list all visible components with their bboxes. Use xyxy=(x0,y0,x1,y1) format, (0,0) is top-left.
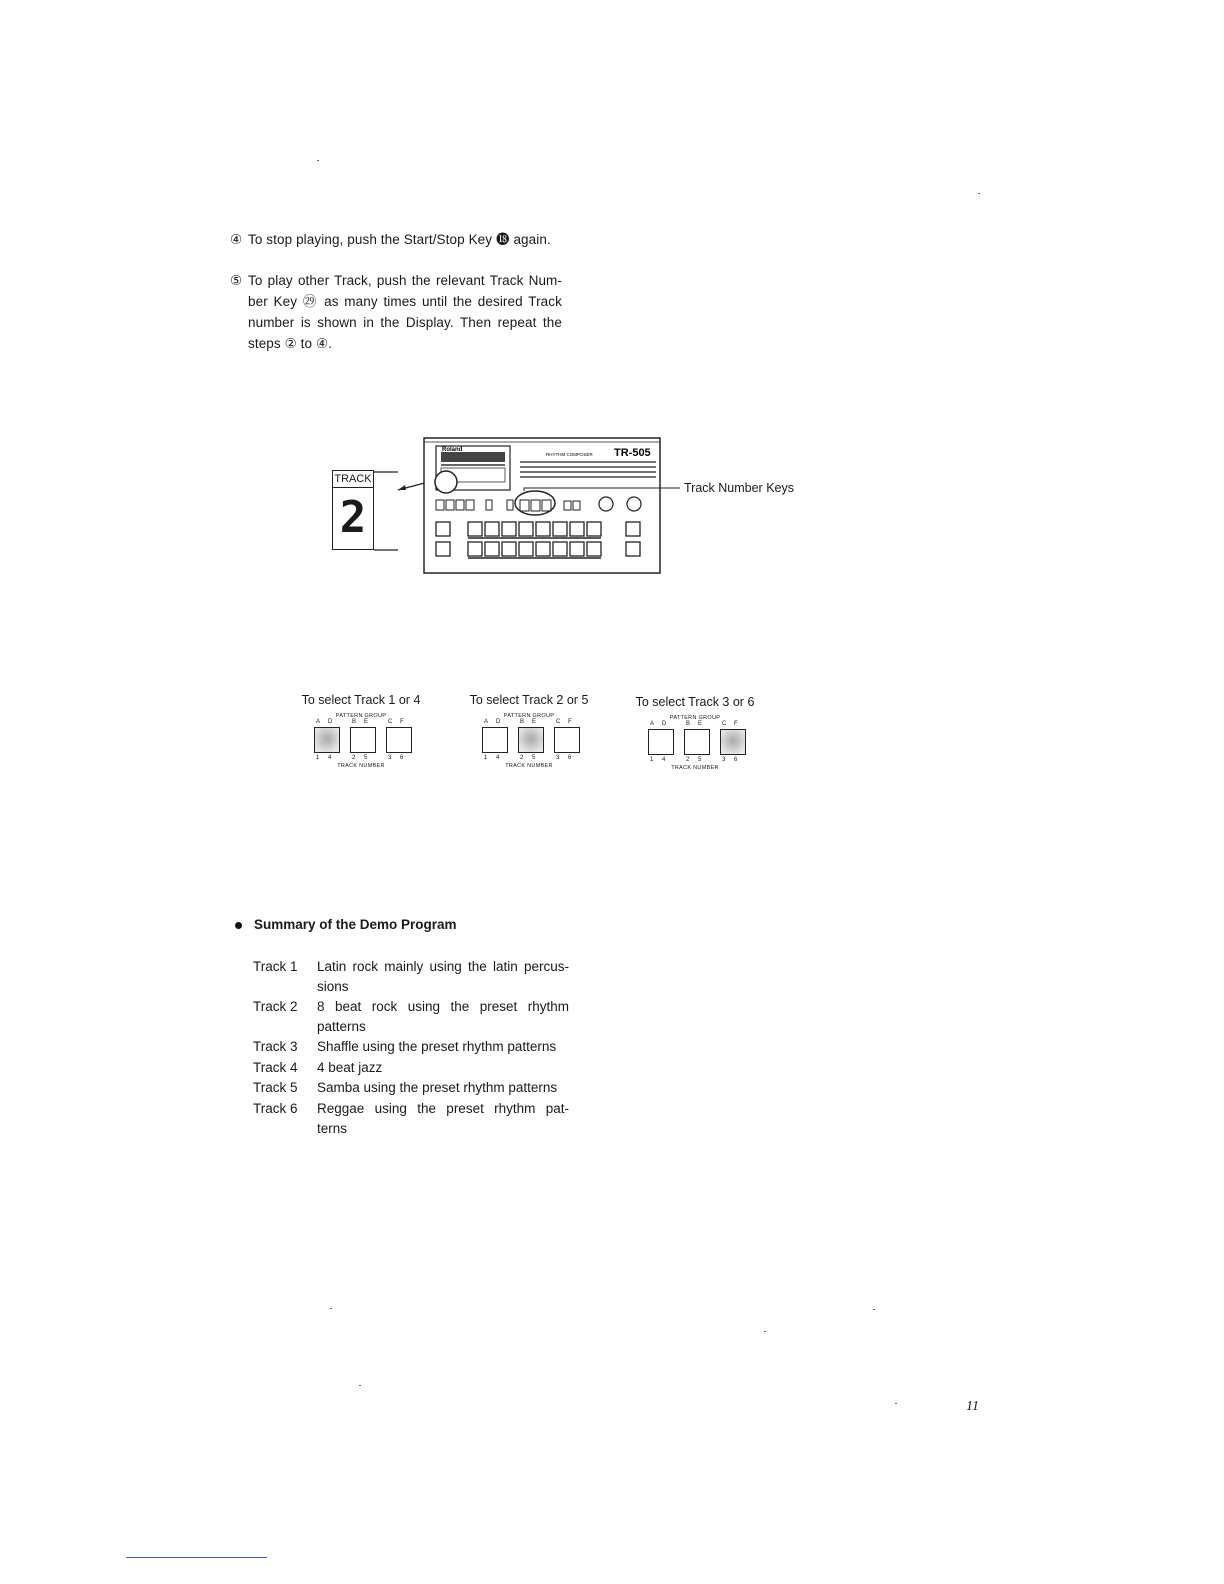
scan-speck xyxy=(895,1403,897,1404)
track-desc-line: Shaffle using the preset rhythm patterns xyxy=(317,1039,557,1054)
track-key-2-5[interactable] xyxy=(684,729,710,755)
track-key-3-6[interactable] xyxy=(386,727,412,753)
step-line: To play other Track, push the relevant Track Num- xyxy=(248,273,562,288)
letter: C xyxy=(556,719,561,725)
track-number-keys-callout: Track Number Keys xyxy=(684,481,794,495)
letter: D xyxy=(328,719,333,725)
step-5 xyxy=(230,270,562,354)
number: 1 xyxy=(316,755,320,761)
summary-heading xyxy=(235,917,457,932)
track-numbers xyxy=(648,757,780,765)
letter: A xyxy=(316,719,321,725)
track-desc-line: 8 beat rock using the preset rhythm xyxy=(317,999,569,1014)
letter: E xyxy=(698,721,703,727)
letter: A xyxy=(650,721,655,727)
track-number-label: TRACK NUMBER xyxy=(337,763,385,769)
track-key-1-4[interactable] xyxy=(482,727,508,753)
pattern-group-label: PATTERN GROUP xyxy=(503,713,555,719)
pattern-group-letters xyxy=(482,719,614,727)
track-desc-line: Samba using the preset rhythm patterns xyxy=(317,1080,558,1095)
letter: F xyxy=(734,721,738,727)
pattern-group-letters xyxy=(648,721,780,729)
number: 5 xyxy=(532,755,536,761)
track-number-keys xyxy=(482,727,614,755)
number: 5 xyxy=(364,755,368,761)
tr505-device-illustration xyxy=(374,432,804,582)
scan-speck xyxy=(978,193,980,194)
number: 1 xyxy=(650,757,654,763)
track-number-keys xyxy=(648,729,780,757)
track-numbers xyxy=(482,755,614,763)
track-key-1-4[interactable] xyxy=(314,727,340,753)
brand-label: Roland xyxy=(442,447,463,453)
track-label: TRACK xyxy=(332,470,374,488)
scan-speck xyxy=(359,1385,361,1386)
letter: B xyxy=(686,721,691,727)
track-label: Track 2 xyxy=(253,999,298,1014)
step-marker: ④ xyxy=(230,232,243,247)
pattern-group-letters xyxy=(314,719,446,727)
track-key-2-5[interactable] xyxy=(518,727,544,753)
number: 6 xyxy=(734,757,738,763)
track-key-2-5[interactable] xyxy=(350,727,376,753)
scan-speck xyxy=(873,1309,875,1310)
number: 3 xyxy=(556,755,560,761)
track-label: Track 6 xyxy=(253,1101,298,1116)
track-select-2-5 xyxy=(444,693,614,769)
letter: D xyxy=(662,721,667,727)
track-select-3-6 xyxy=(610,695,780,771)
track-number-keys xyxy=(314,727,446,755)
bottom-rule xyxy=(126,1557,267,1558)
scan-speck xyxy=(764,1331,766,1332)
bullet-icon xyxy=(235,922,242,929)
track-label: Track 5 xyxy=(253,1080,298,1095)
track-desc-line: Latin rock mainly using the latin percus- xyxy=(317,959,569,974)
track-key-1-4[interactable] xyxy=(648,729,674,755)
step-line: steps ② to ④. xyxy=(248,336,333,351)
letter: F xyxy=(568,719,572,725)
track-label: Track 1 xyxy=(253,959,298,974)
track-desc-line: terns xyxy=(317,1121,348,1136)
track-desc-line: patterns xyxy=(317,1019,366,1034)
track-select-1-4 xyxy=(276,693,446,769)
scan-speck xyxy=(317,160,319,161)
letter: C xyxy=(722,721,727,727)
track-label: Track 3 xyxy=(253,1039,298,1054)
letter: E xyxy=(532,719,537,725)
selector-title: To select Track 2 or 5 xyxy=(469,693,589,707)
page-number: 11 xyxy=(966,1399,979,1414)
number: 6 xyxy=(568,755,572,761)
step-line: ber Key ㉙ as many times until the desired Track xyxy=(248,294,562,309)
number: 4 xyxy=(328,755,332,761)
scan-speck xyxy=(330,1308,332,1309)
track-label: Track 4 xyxy=(253,1060,298,1075)
track-desc-line: Reggae using the preset rhythm pat- xyxy=(317,1101,569,1116)
step-marker: ⑤ xyxy=(230,273,243,288)
letter: B xyxy=(352,719,357,725)
model-label: TR-505 xyxy=(614,447,651,459)
letter: C xyxy=(388,719,393,725)
number: 3 xyxy=(722,757,726,763)
track-numbers xyxy=(314,755,446,763)
number: 1 xyxy=(484,755,488,761)
letter: A xyxy=(484,719,489,725)
track-desc-line: 4 beat jazz xyxy=(317,1060,383,1075)
letter: B xyxy=(520,719,525,725)
number: 4 xyxy=(496,755,500,761)
number: 3 xyxy=(388,755,392,761)
letter: D xyxy=(496,719,501,725)
track-digit: 2 xyxy=(332,487,374,550)
letter: F xyxy=(400,719,404,725)
number: 6 xyxy=(400,755,404,761)
summary-heading-text: Summary of the Demo Program xyxy=(254,917,457,932)
track-number-label: TRACK NUMBER xyxy=(505,763,553,769)
number: 2 xyxy=(352,755,356,761)
track-number-label: TRACK NUMBER xyxy=(671,765,719,771)
number: 4 xyxy=(662,757,666,763)
pattern-group-label: PATTERN GROUP xyxy=(335,713,387,719)
model-prefix-label: RHYTHM COMPOSER xyxy=(546,452,593,457)
selector-title: To select Track 1 or 4 xyxy=(301,693,421,707)
number: 2 xyxy=(686,757,690,763)
step-line: To stop playing, push the Start/Stop Key ⓲ again. xyxy=(248,232,551,247)
letter: E xyxy=(364,719,369,725)
number: 2 xyxy=(520,755,524,761)
track-key-3-6[interactable] xyxy=(720,729,746,755)
pattern-group-label: PATTERN GROUP xyxy=(669,715,721,721)
selector-title: To select Track 3 or 6 xyxy=(635,695,755,709)
step-line: number is shown in the Display. Then repeat the xyxy=(248,315,562,330)
number: 5 xyxy=(698,757,702,763)
step-4 xyxy=(230,229,570,250)
track-desc-line: sions xyxy=(317,979,349,994)
track-key-3-6[interactable] xyxy=(554,727,580,753)
